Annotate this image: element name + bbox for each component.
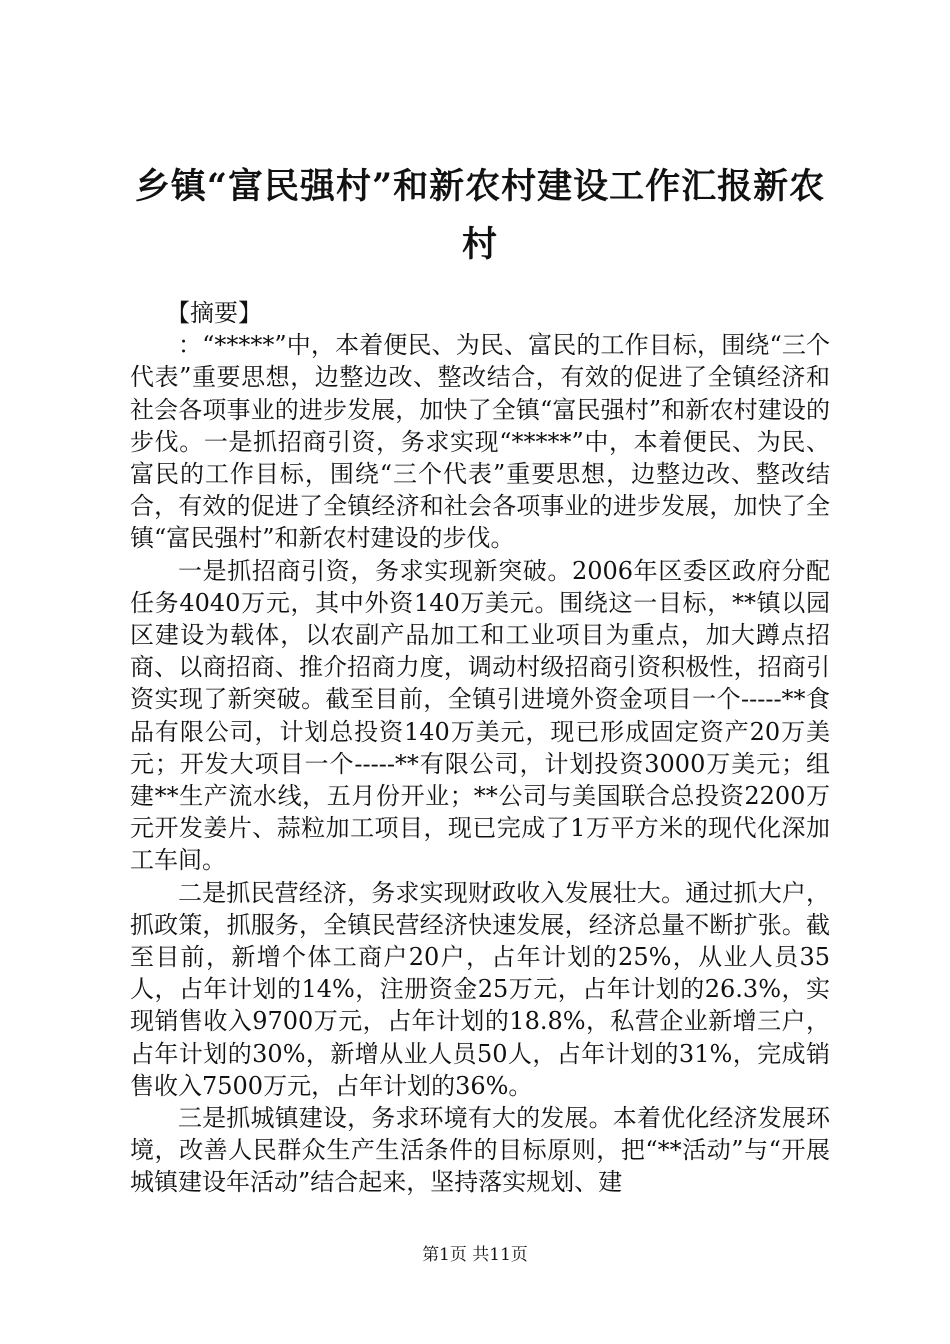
paragraph-4: 三是抓城镇建设，务求环境有大的发展。本着优化经济发展环境，改善人民群众生产生活条件的目标原则，把“**活动”与“开展城镇建设年活动”结合起来，坚持落实规划、建 (130, 1104, 830, 1197)
paragraph-2: 一是抓招商引资，务求实现新突破。2006年区委区政府分配任务4040万元，其中外资140万美元。围绕这一目标，**镇以园区建设为载体，以农副产品加工和工业项目为重点，加大蹲点招商、以商招商、推介招商力度，调动村级招商引资积极性，招商引资实现了新突破。截至目前，全镇引进境外资金项目一个-----**食品有限公司，计划总投资140万美元，现已形成固定资产20万美元；开发大项目一个-----**有限公司，计划投资3000万美元；组建**生产流水线，五月份开业；**公司与美国联合总投资2200万元开发姜片、蒜粒加工项目，现已完成了1万平方米的现代化深加工车间。 (130, 556, 830, 875)
document-title: 乡镇“富民强村”和新农村建设工作汇报新农村 (134, 166, 826, 265)
page-footer: 第1页 共11页 (422, 1245, 528, 1265)
paragraph-3: 二是抓民营经济，务求实现财政收入发展壮大。通过抓大户，抓政策，抓服务，全镇民营经济快速发展，经济总量不断扩张。截至目前，新增个体工商户20户，占年计划的25%，从业人员35人，占年计划的14%，注册资金25万元，占年计划的26.3%，实现销售收入9700万元，占年计划的18.8%，私营企业新增三户，占年计划的30%，新增从业人员50人，占年计划的31%，完成销售收入7500万元，占年计划的36%。 (130, 878, 830, 1100)
document-body (130, 297, 830, 1199)
paragraph-1: ：“*****”中，本着便民、为民、富民的工作目标，围绕“三个代表”重要思想，边整边改、整改结合，有效的促进了全镇经济和社会各项事业的进步发展，加快了全镇“富民强村”和新农村建设的步伐。一是抓招商引资，务求实现“*****”中，本着便民、为民、富民的工作目标，围绕“三个代表”重要思想，边整边改、整改结合，有效的促进了全镇经济和社会各项事业的进步发展，加快了全镇“富民强村”和新农村建设的步伐。 (130, 331, 830, 553)
abstract-heading: 【摘要】 (166, 299, 262, 327)
